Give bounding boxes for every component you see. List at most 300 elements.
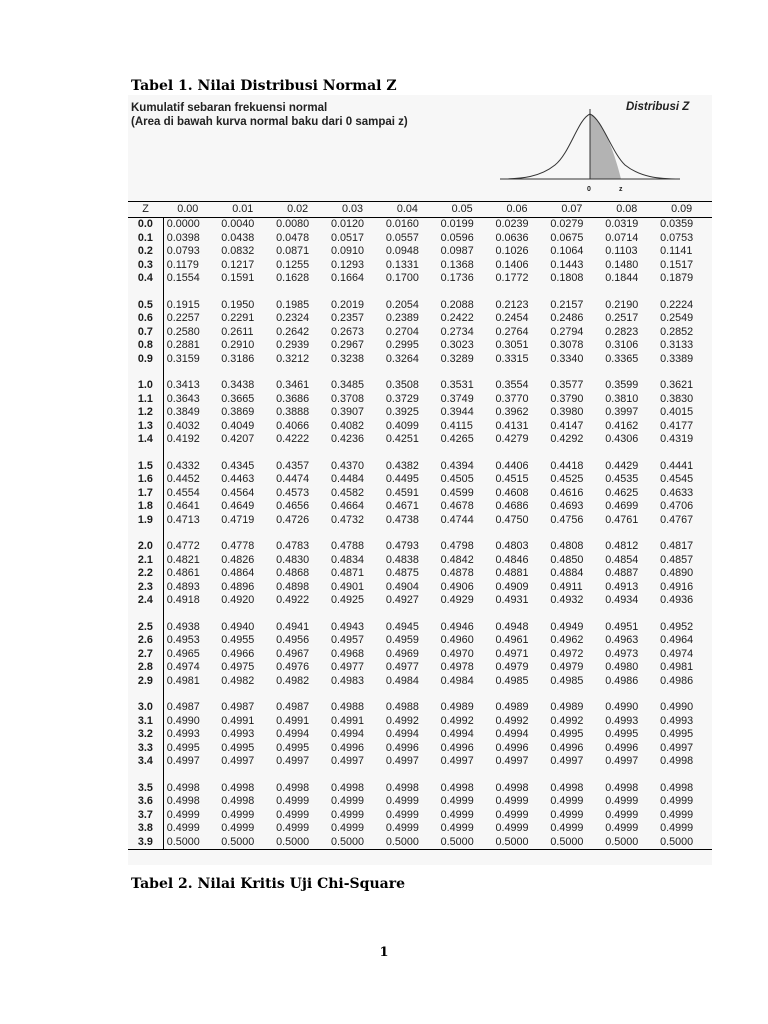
probability-cell: 0.0239 <box>495 218 529 230</box>
probability-cell: 0.3907 <box>330 406 364 418</box>
probability-cell: 0.0120 <box>330 218 364 230</box>
probability-cell: 0.3186 <box>221 352 255 365</box>
probability-cell: 0.4761 <box>605 513 639 526</box>
probability-cell: 0.4719 <box>221 513 255 526</box>
header-col: 0.07 <box>547 202 602 218</box>
probability-cell: 0.4997 <box>330 755 364 767</box>
probability-cell: 0.0478 <box>276 231 310 244</box>
probability-cell: 0.0714 <box>605 231 639 244</box>
probability-cell: 0.1591 <box>221 272 255 284</box>
probability-cell: 0.4984 <box>385 674 419 687</box>
probability-cell: 0.1141 <box>660 245 693 257</box>
probability-cell: 0.0793 <box>166 245 200 257</box>
z-value-cell: 1.6 <box>128 473 163 487</box>
probability-cell: 0.4115 <box>440 419 473 432</box>
probability-cell: 0.4826 <box>221 553 255 566</box>
z-value-cell: 0.0 <box>128 218 163 232</box>
probability-cell: 0.4909 <box>495 580 529 593</box>
probability-cell: 0.1293 <box>330 258 364 271</box>
probability-cell: 0.3729 <box>385 392 419 405</box>
probability-cell: 0.4998 <box>660 755 694 767</box>
table-row <box>128 379 712 393</box>
probability-cell: 0.4999 <box>221 822 255 834</box>
probability-cell: 0.4996 <box>385 741 419 754</box>
probability-cell: 0.4986 <box>605 674 639 687</box>
probability-cell: 0.5000 <box>493 836 548 850</box>
table-row <box>128 648 712 662</box>
probability-cell: 0.4993 <box>166 728 200 740</box>
probability-cell: 0.4664 <box>330 500 364 512</box>
probability-cell: 0.4671 <box>385 500 419 512</box>
probability-cell: 0.4750 <box>495 513 529 526</box>
probability-cell: 0.4993 <box>221 728 255 740</box>
probability-cell: 0.1844 <box>605 272 639 284</box>
caption-line-2: (Area di bawah kurva normal baku dari 0 sampai z) <box>131 116 408 128</box>
probability-cell: 0.5000 <box>602 836 657 850</box>
probability-cell: 0.5000 <box>163 836 218 850</box>
probability-cell: 0.0160 <box>385 218 419 230</box>
probability-cell: 0.4985 <box>495 674 529 687</box>
probability-cell: 0.2580 <box>166 325 200 338</box>
probability-cell: 0.0080 <box>276 218 310 230</box>
probability-cell: 0.4998 <box>221 795 255 807</box>
probability-cell: 0.4999 <box>550 795 584 807</box>
table-row <box>128 567 712 581</box>
z-value-cell: 2.9 <box>128 675 163 689</box>
probability-cell: 0.4997 <box>166 755 200 767</box>
probability-cell: 0.4131 <box>495 419 529 432</box>
probability-cell: 0.4999 <box>660 822 694 834</box>
spacer-cell <box>163 527 712 540</box>
probability-cell: 0.4978 <box>440 661 474 673</box>
probability-cell: 0.2967 <box>330 339 364 351</box>
probability-cell: 0.4999 <box>330 795 364 807</box>
probability-cell: 0.4968 <box>330 647 364 660</box>
normal-curve-figure <box>500 109 700 195</box>
probability-cell: 0.4854 <box>605 553 639 566</box>
header-col: 0.08 <box>602 202 657 218</box>
table-row <box>128 782 712 796</box>
probability-cell: 0.4015 <box>660 406 694 418</box>
table-row <box>128 393 712 407</box>
z-value-cell: 1.5 <box>128 460 163 474</box>
probability-cell: 0.4987 <box>166 701 200 713</box>
probability-cell: 0.4999 <box>495 808 529 821</box>
probability-cell: 0.4999 <box>385 822 419 834</box>
probability-cell: 0.4964 <box>660 634 694 646</box>
probability-cell: 0.4999 <box>385 795 419 807</box>
probability-cell: 0.4940 <box>221 620 255 633</box>
probability-cell: 0.4236 <box>330 433 364 445</box>
z-table-image <box>128 95 712 865</box>
probability-cell: 0.4515 <box>495 473 529 485</box>
header-col: 0.03 <box>328 202 383 218</box>
z-value-cell: 0.3 <box>128 259 163 273</box>
probability-cell: 0.4982 <box>221 674 255 687</box>
probability-cell: 0.4925 <box>330 594 364 606</box>
probability-cell: 0.4997 <box>276 755 310 767</box>
probability-cell: 0.4545 <box>660 473 694 485</box>
probability-cell: 0.0753 <box>660 231 694 244</box>
probability-cell: 0.0675 <box>550 231 584 244</box>
spacer-cell <box>128 366 163 379</box>
probability-cell: 0.4582 <box>330 486 364 499</box>
probability-cell: 0.4332 <box>166 459 200 472</box>
probability-cell: 0.4890 <box>660 567 694 579</box>
probability-cell: 0.4994 <box>495 728 529 740</box>
table-row <box>128 259 712 273</box>
probability-cell: 0.4911 <box>550 580 583 593</box>
probability-cell: 0.1985 <box>276 298 310 311</box>
probability-cell: 0.1879 <box>660 272 694 284</box>
probability-cell: 0.4916 <box>660 580 694 593</box>
probability-cell: 0.4998 <box>166 795 200 807</box>
z-value-cell: 0.8 <box>128 339 163 353</box>
probability-cell: 0.2157 <box>550 298 584 311</box>
probability-cell: 0.4966 <box>221 647 255 660</box>
probability-cell: 0.5000 <box>657 836 712 850</box>
probability-cell: 0.4066 <box>276 419 310 432</box>
probability-cell: 0.1772 <box>495 272 529 284</box>
probability-cell: 0.2823 <box>605 325 639 338</box>
probability-cell: 0.4999 <box>330 822 364 834</box>
table-row <box>128 232 712 246</box>
spacer-cell <box>128 608 163 621</box>
probability-cell: 0.4998 <box>166 781 200 794</box>
group-spacer <box>128 286 712 299</box>
z-value-cell: 2.5 <box>128 621 163 635</box>
z-value-cell: 2.1 <box>128 554 163 568</box>
z-value-cell: 3.3 <box>128 742 163 756</box>
probability-cell: 0.5000 <box>218 836 273 850</box>
probability-cell: 0.4999 <box>660 795 694 807</box>
probability-cell: 0.4812 <box>605 540 639 552</box>
probability-cell: 0.4999 <box>605 795 639 807</box>
probability-cell: 0.4345 <box>221 459 255 472</box>
probability-cell: 0.4817 <box>660 540 694 552</box>
probability-cell: 0.3159 <box>166 352 200 365</box>
probability-cell: 0.4992 <box>440 714 474 727</box>
probability-cell: 0.4999 <box>276 795 310 807</box>
probability-cell: 0.4495 <box>385 473 419 485</box>
probability-cell: 0.2642 <box>276 325 310 338</box>
probability-cell: 0.4901 <box>330 580 364 593</box>
z-value-cell: 3.4 <box>128 755 163 769</box>
probability-cell: 0.4535 <box>605 473 639 485</box>
probability-cell: 0.4406 <box>495 459 529 472</box>
probability-cell: 0.3531 <box>440 379 474 391</box>
probability-cell: 0.3749 <box>440 392 474 405</box>
probability-cell: 0.2019 <box>330 298 364 311</box>
probability-cell: 0.4987 <box>276 701 310 713</box>
probability-cell: 0.2611 <box>221 325 254 338</box>
z-value-cell: 2.0 <box>128 540 163 554</box>
probability-cell: 0.2324 <box>276 312 310 324</box>
probability-cell: 0.2357 <box>330 312 364 324</box>
probability-cell: 0.4878 <box>440 567 474 579</box>
probability-cell: 0.4864 <box>221 567 255 579</box>
probability-cell: 0.4394 <box>440 459 474 472</box>
probability-cell: 0.4995 <box>660 728 694 740</box>
table-row <box>128 634 712 648</box>
group-spacer <box>128 688 712 701</box>
probability-cell: 0.4207 <box>221 433 255 445</box>
z-value-cell: 1.3 <box>128 420 163 434</box>
probability-cell: 0.4756 <box>550 513 584 526</box>
z-value-cell: 0.1 <box>128 232 163 246</box>
spacer-cell <box>128 769 163 782</box>
probability-cell: 0.4980 <box>605 661 639 673</box>
probability-cell: 0.1103 <box>605 245 638 257</box>
probability-cell: 0.4906 <box>440 580 474 593</box>
probability-cell: 0.5000 <box>328 836 383 850</box>
probability-cell: 0.2852 <box>660 325 694 338</box>
probability-cell: 0.3264 <box>385 352 419 365</box>
table-row <box>128 621 712 635</box>
probability-cell: 0.3289 <box>440 352 474 365</box>
probability-cell: 0.3485 <box>330 379 364 391</box>
table-row <box>128 353 712 367</box>
header-col: 0.04 <box>383 202 438 218</box>
probability-cell: 0.2881 <box>166 339 200 351</box>
probability-cell: 0.4999 <box>385 808 419 821</box>
probability-cell: 0.4974 <box>166 661 200 673</box>
probability-cell: 0.4984 <box>440 674 474 687</box>
probability-cell: 0.2224 <box>660 298 694 311</box>
probability-cell: 0.4988 <box>330 701 364 713</box>
probability-cell: 0.2291 <box>221 312 255 324</box>
probability-cell: 0.4608 <box>495 486 529 499</box>
table-header-area <box>128 95 712 200</box>
probability-cell: 0.4999 <box>440 808 474 821</box>
probability-cell: 0.3238 <box>330 352 364 365</box>
probability-cell: 0.3888 <box>276 406 310 418</box>
probability-cell: 0.4996 <box>550 741 584 754</box>
probability-cell: 0.0636 <box>495 231 529 244</box>
spacer-cell <box>128 447 163 460</box>
group-spacer <box>128 447 712 460</box>
table-row <box>128 755 712 769</box>
probability-cell: 0.4306 <box>605 433 639 445</box>
probability-cell: 0.0832 <box>221 245 255 257</box>
z-value-cell: 2.4 <box>128 594 163 608</box>
probability-cell: 0.4998 <box>440 781 474 794</box>
probability-cell: 0.3708 <box>330 392 364 405</box>
probability-cell: 0.3643 <box>166 392 200 405</box>
z-value-cell: 1.9 <box>128 514 163 528</box>
probability-cell: 0.4633 <box>660 486 694 499</box>
probability-cell: 0.2995 <box>385 339 419 351</box>
probability-cell: 0.4993 <box>660 714 694 727</box>
probability-cell: 0.3997 <box>605 406 639 418</box>
probability-cell: 0.4999 <box>330 808 364 821</box>
probability-cell: 0.3925 <box>385 406 419 418</box>
header-col: 0.06 <box>493 202 548 218</box>
probability-cell: 0.4738 <box>385 513 419 526</box>
probability-cell: 0.4904 <box>385 580 419 593</box>
probability-cell: 0.4971 <box>495 647 529 660</box>
z-value-cell: 3.7 <box>128 809 163 823</box>
spacer-cell <box>128 286 163 299</box>
probability-cell: 0.4699 <box>605 500 639 512</box>
probability-cell: 0.5000 <box>383 836 438 850</box>
probability-cell: 0.4564 <box>221 486 255 499</box>
probability-cell: 0.3621 <box>660 379 694 391</box>
probability-cell: 0.4884 <box>550 567 584 579</box>
z-value-cell: 3.6 <box>128 795 163 809</box>
probability-cell: 0.4948 <box>495 620 529 633</box>
z-value-cell: 2.3 <box>128 581 163 595</box>
table-row <box>128 218 712 232</box>
probability-cell: 0.4979 <box>550 661 584 673</box>
probability-cell: 0.4992 <box>495 714 529 727</box>
probability-cell: 0.4999 <box>605 822 639 834</box>
probability-cell: 0.4929 <box>440 594 474 606</box>
z-value-cell: 0.4 <box>128 272 163 286</box>
axis-label-z: z <box>619 186 623 193</box>
probability-cell: 0.4382 <box>385 459 419 472</box>
spacer-cell <box>163 447 712 460</box>
probability-cell: 0.4998 <box>221 781 255 794</box>
probability-cell: 0.2673 <box>330 325 364 338</box>
probability-cell: 0.2422 <box>440 312 474 324</box>
z-value-cell: 0.2 <box>128 245 163 259</box>
probability-cell: 0.4778 <box>221 540 255 552</box>
probability-cell: 0.4370 <box>330 459 364 472</box>
probability-cell: 0.3810 <box>605 392 639 405</box>
table-row <box>128 728 712 742</box>
probability-cell: 0.4994 <box>385 728 419 740</box>
probability-cell: 0.4808 <box>550 540 584 552</box>
probability-cell: 0.4591 <box>385 486 419 499</box>
probability-cell: 0.4997 <box>440 755 474 767</box>
header-col: 0.09 <box>657 202 712 218</box>
probability-cell: 0.2454 <box>495 312 529 324</box>
probability-cell: 0.4177 <box>660 419 694 432</box>
probability-cell: 0.4941 <box>276 620 310 633</box>
probability-cell: 0.4993 <box>605 714 639 727</box>
probability-cell: 0.1915 <box>166 298 200 311</box>
probability-cell: 0.4999 <box>221 808 255 821</box>
probability-cell: 0.4976 <box>276 661 310 673</box>
probability-cell: 0.4934 <box>605 594 639 606</box>
probability-cell: 0.4192 <box>166 433 200 445</box>
group-spacer <box>128 366 712 379</box>
probability-cell: 0.4995 <box>605 728 639 740</box>
probability-cell: 0.4463 <box>221 473 255 485</box>
probability-cell: 0.4983 <box>330 674 364 687</box>
probability-cell: 0.1950 <box>221 298 255 311</box>
probability-cell: 0.4998 <box>385 781 419 794</box>
table-row <box>128 675 712 689</box>
probability-cell: 0.4973 <box>605 647 639 660</box>
probability-cell: 0.4082 <box>330 419 364 432</box>
probability-cell: 0.4987 <box>221 701 255 713</box>
probability-cell: 0.2939 <box>276 339 310 351</box>
probability-cell: 0.2088 <box>440 298 474 311</box>
probability-cell: 0.4319 <box>660 433 694 445</box>
probability-cell: 0.4474 <box>276 473 310 485</box>
probability-cell: 0.4998 <box>495 781 529 794</box>
z-value-cell: 0.7 <box>128 326 163 340</box>
probability-cell: 0.3413 <box>166 379 200 391</box>
probability-cell: 0.4985 <box>550 674 584 687</box>
probability-cell: 0.4922 <box>276 594 310 606</box>
probability-cell: 0.4994 <box>330 728 364 740</box>
probability-cell: 0.4995 <box>221 741 255 754</box>
table-row <box>128 661 712 675</box>
probability-cell: 0.4998 <box>276 781 310 794</box>
probability-cell: 0.3869 <box>221 406 255 418</box>
probability-cell: 0.4988 <box>385 701 419 713</box>
probability-cell: 0.4992 <box>550 714 584 727</box>
table-caption <box>131 101 408 129</box>
table-row <box>128 406 712 420</box>
probability-cell: 0.2764 <box>495 325 529 338</box>
probability-cell: 0.4573 <box>276 486 310 499</box>
probability-cell: 0.4943 <box>330 620 364 633</box>
probability-cell: 0.0279 <box>550 218 584 230</box>
table-row <box>128 795 712 809</box>
z-value-cell: 2.2 <box>128 567 163 581</box>
z-value-cell: 3.5 <box>128 782 163 796</box>
table-row <box>128 500 712 514</box>
probability-cell: 0.4956 <box>276 634 310 646</box>
z-value-cell: 2.6 <box>128 634 163 648</box>
probability-cell: 0.4896 <box>221 580 255 593</box>
table-row <box>128 433 712 447</box>
probability-cell: 0.4871 <box>330 567 364 579</box>
table-row <box>128 460 712 474</box>
probability-cell: 0.4625 <box>605 486 639 499</box>
probability-cell: 0.1406 <box>495 258 529 271</box>
probability-cell: 0.4997 <box>221 755 255 767</box>
probability-cell: 0.4997 <box>550 755 584 767</box>
probability-cell: 0.4967 <box>276 647 310 660</box>
probability-cell: 0.1331 <box>385 258 419 271</box>
probability-cell: 0.0040 <box>221 218 255 230</box>
probability-cell: 0.4881 <box>495 567 529 579</box>
probability-cell: 0.4998 <box>660 781 694 794</box>
z-value-cell: 1.1 <box>128 393 163 407</box>
probability-cell: 0.4418 <box>550 459 584 472</box>
probability-cell: 0.4945 <box>385 620 419 633</box>
group-spacer <box>128 608 712 621</box>
probability-cell: 0.4918 <box>166 594 200 606</box>
probability-cell: 0.4990 <box>605 701 639 713</box>
probability-cell: 0.3686 <box>276 392 310 405</box>
probability-cell: 0.2549 <box>660 312 694 324</box>
probability-cell: 0.4989 <box>440 701 474 713</box>
table-row <box>128 420 712 434</box>
page-number: 1 <box>379 945 389 960</box>
probability-cell: 0.1517 <box>660 258 694 271</box>
probability-cell: 0.3980 <box>550 406 584 418</box>
probability-cell: 0.4999 <box>166 822 200 834</box>
probability-cell: 0.4830 <box>276 553 310 566</box>
table-row <box>128 339 712 353</box>
probability-cell: 0.4656 <box>276 500 310 512</box>
probability-cell: 0.4767 <box>660 513 694 526</box>
probability-cell: 0.3133 <box>660 339 694 351</box>
spacer-cell <box>163 608 712 621</box>
table-row <box>128 326 712 340</box>
probability-cell: 0.4981 <box>660 661 694 673</box>
z-value-cell: 2.7 <box>128 648 163 662</box>
probability-cell: 0.4986 <box>660 674 694 687</box>
probability-cell: 0.4996 <box>330 741 364 754</box>
spacer-cell <box>163 286 712 299</box>
